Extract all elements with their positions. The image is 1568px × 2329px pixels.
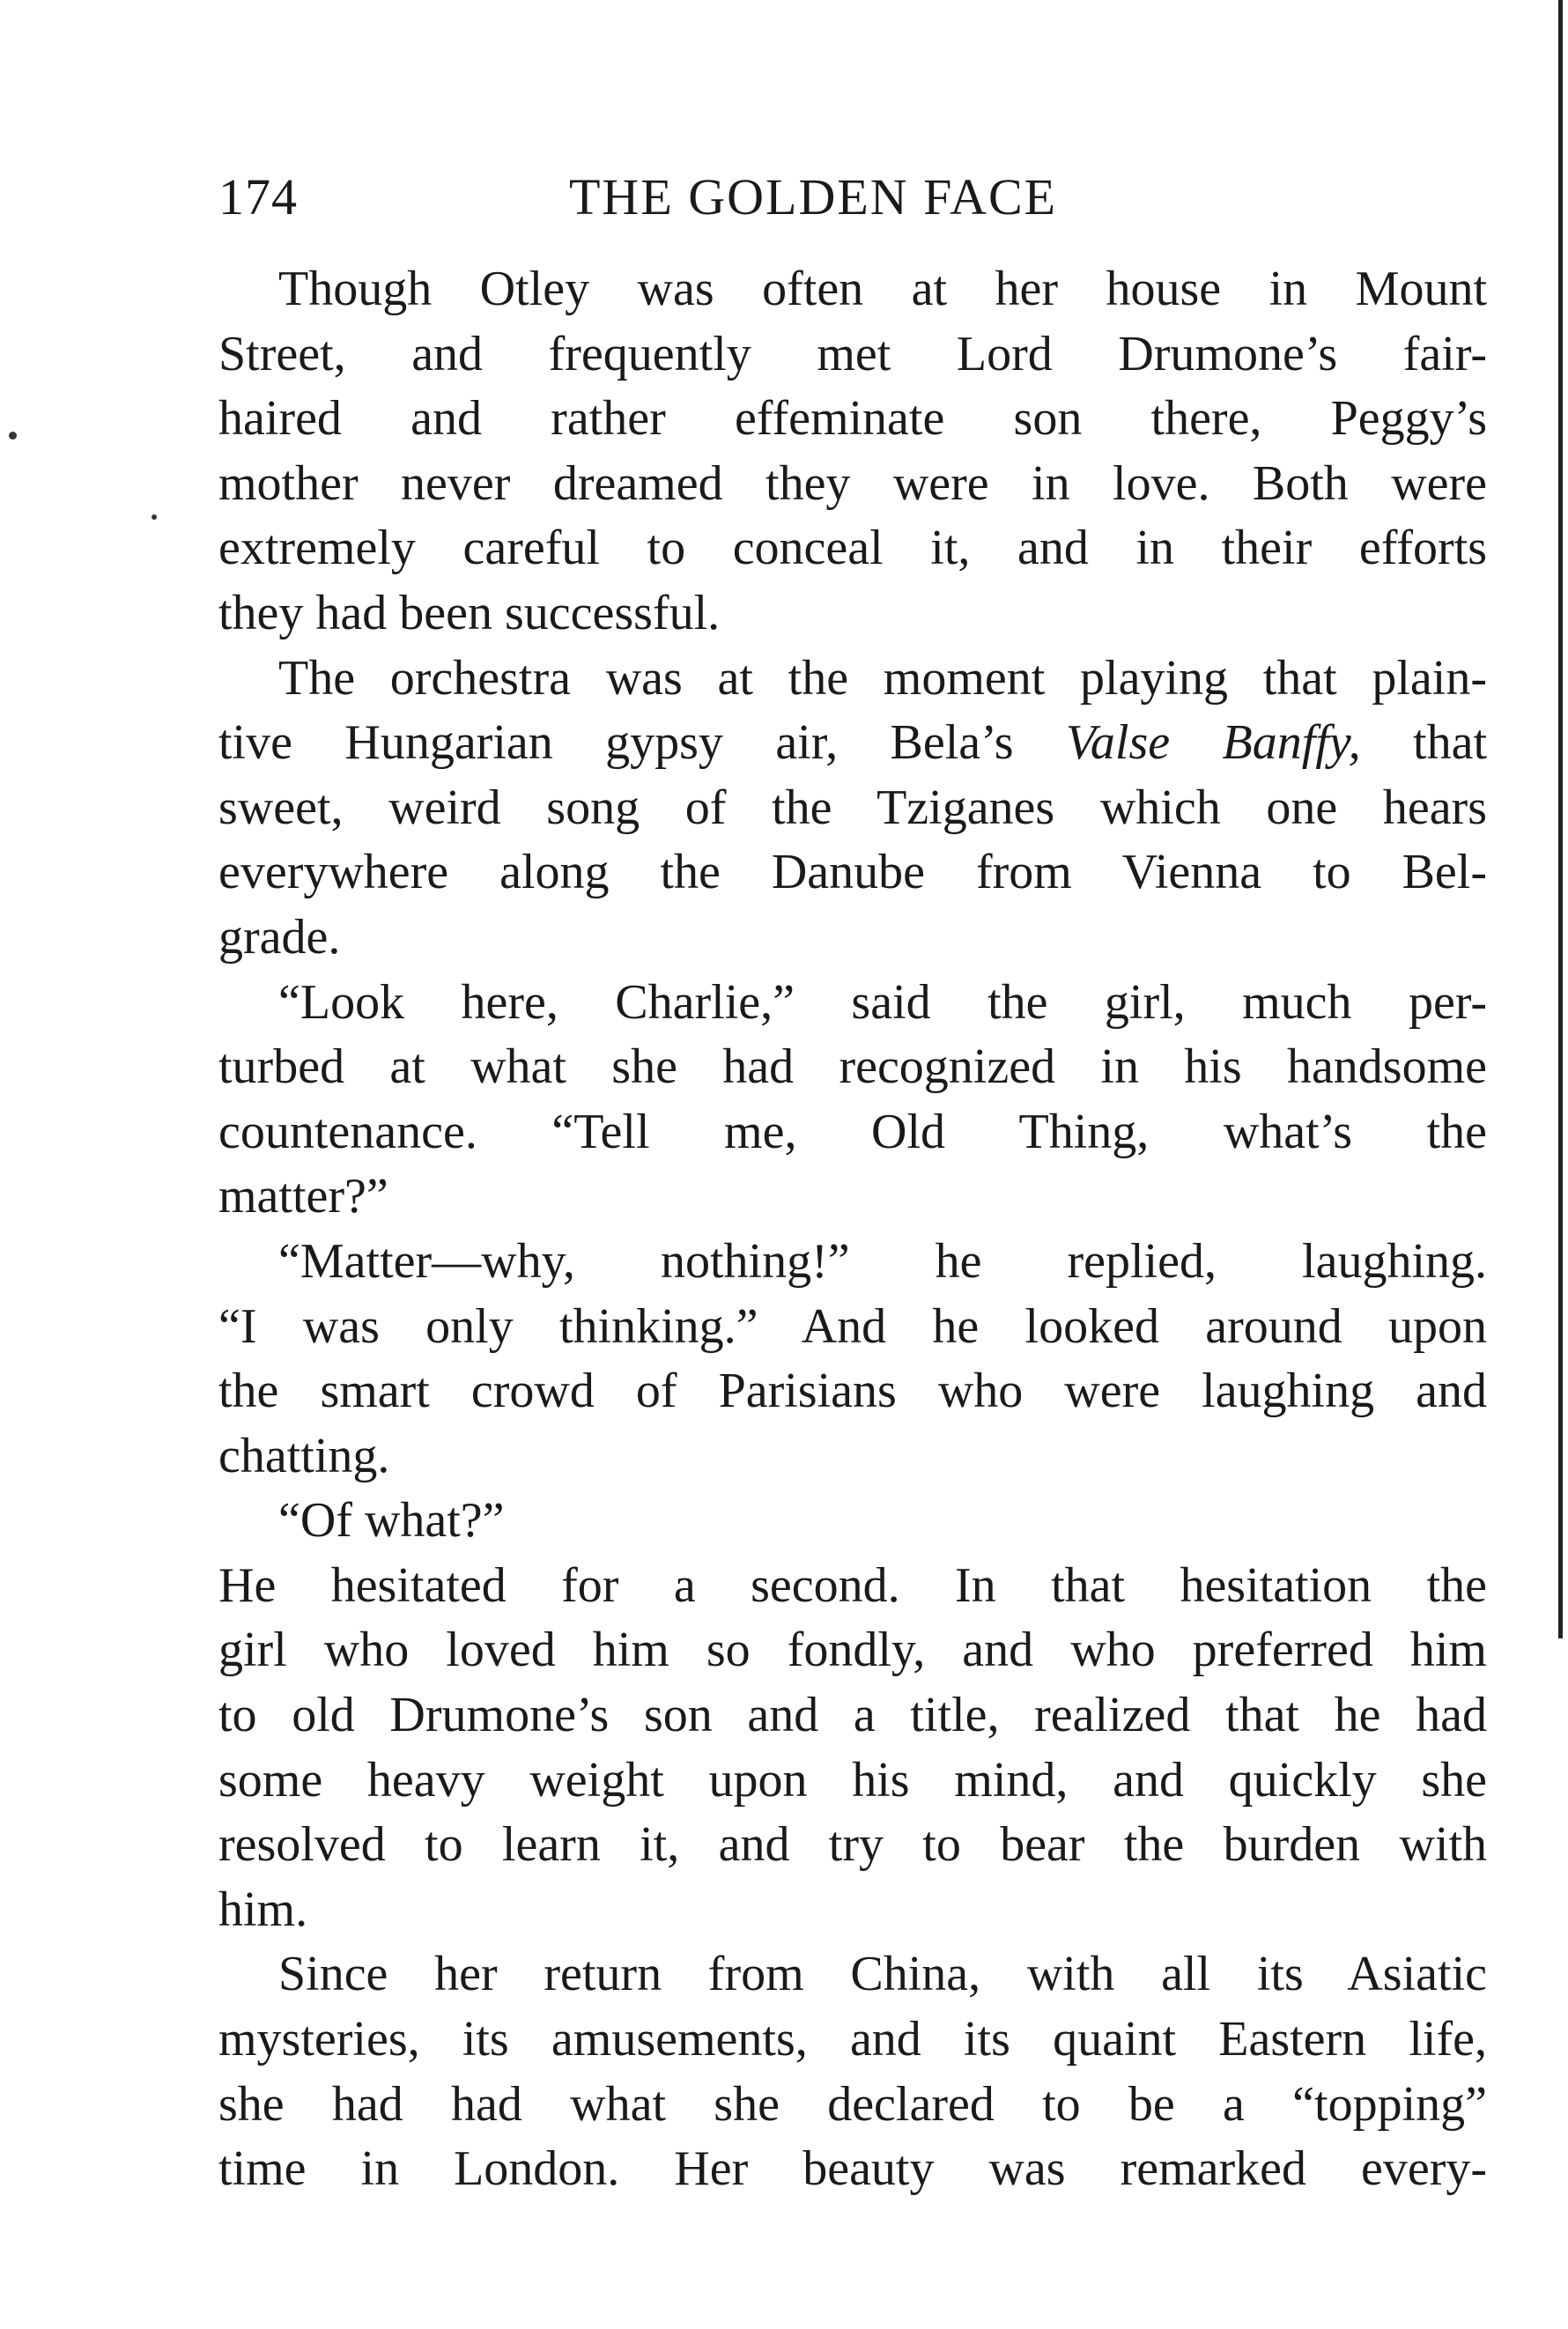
text-line xyxy=(218,1424,1487,1490)
text-line xyxy=(218,711,1487,776)
line-text: she had had what she declared to be a “topping” xyxy=(218,2076,1487,2132)
text-line xyxy=(218,257,1487,322)
text-line xyxy=(218,1878,1487,1943)
text-line xyxy=(218,581,1487,647)
italic-title: Valse Banffy, xyxy=(1065,715,1361,771)
line-text: turbed at what she had recognized in his handsome xyxy=(218,1039,1487,1095)
text-line xyxy=(218,1683,1487,1749)
line-text: sweet, weird song of the Tziganes which one hears xyxy=(218,780,1487,835)
text-line xyxy=(218,1359,1487,1424)
line-text: The orchestra was at the moment playing that plain- xyxy=(278,650,1487,706)
line-text: haired and rather effeminate son there, Peggy’s xyxy=(218,391,1487,447)
line-text: countenance. “Tell me, Old Thing, what’s the xyxy=(218,1104,1487,1159)
text-line xyxy=(218,2007,1487,2073)
text-line xyxy=(218,1942,1487,2007)
text-line xyxy=(218,840,1487,906)
line-text: matter?” xyxy=(218,1169,388,1224)
text-line xyxy=(218,387,1487,452)
line-text: the smart crowd of Parisians who were laughing and xyxy=(218,1364,1487,1419)
line-text: mysteries, its amusements, and its quaint Eastern life, xyxy=(218,2012,1487,2067)
text-line xyxy=(218,776,1487,841)
text-line xyxy=(218,1230,1487,1295)
text-line xyxy=(218,1489,1487,1554)
page-header xyxy=(218,167,1487,238)
line-text: him. xyxy=(218,1882,308,1937)
print-speck xyxy=(9,432,17,440)
line-text: some heavy weight upon his mind, and quickly she xyxy=(218,1752,1487,1808)
line-text: resolved to learn it, and try to bear the burden with xyxy=(218,1817,1487,1873)
line-text: girl who loved him so fondly, and who preferred him xyxy=(218,1623,1487,1678)
text-line xyxy=(218,2073,1487,2138)
text-line xyxy=(218,1618,1487,1683)
line-text: time in London. Her beauty was remarked every- xyxy=(218,2141,1487,2197)
text-line xyxy=(218,322,1487,388)
print-speck xyxy=(152,514,157,520)
text-line xyxy=(218,1164,1487,1230)
text-line xyxy=(218,647,1487,712)
line-text: that xyxy=(1360,715,1487,771)
text-line xyxy=(218,1035,1487,1100)
line-text: Though Otley was often at her house in Mount xyxy=(278,262,1487,316)
line-text: extremely careful to conceal it, and in their efforts xyxy=(218,521,1487,576)
line-text: “Matter—why, nothing!” he replied, laughing. xyxy=(278,1233,1487,1289)
text-line xyxy=(218,1749,1487,1814)
text-line xyxy=(218,1100,1487,1165)
page-number: 174 xyxy=(218,168,298,226)
text-line xyxy=(218,1295,1487,1360)
line-text: He hesitated for a second. In that hesitation the xyxy=(218,1557,1487,1613)
line-text: everywhere along the Danube from Vienna to Bel- xyxy=(218,845,1487,900)
text-line xyxy=(218,452,1487,517)
line-text: “Of what?” xyxy=(278,1493,505,1549)
text-line xyxy=(218,971,1487,1036)
line-text: tive Hungarian gypsy air, Bela’s xyxy=(218,715,1066,771)
line-text: to old Drumone’s son and a title, realized that he had xyxy=(218,1688,1487,1743)
body-text xyxy=(218,257,1487,2202)
page-edge-rule xyxy=(1558,0,1563,1638)
line-text: they had been successful. xyxy=(218,585,721,640)
line-text: “I was only thinking.” And he looked around upon xyxy=(218,1298,1487,1354)
line-text: mother never dreamed they were in love. Both were xyxy=(218,455,1487,511)
line-text: Street, and frequently met Lord Drumone’s fair- xyxy=(218,326,1487,381)
line-text: Since her return from China, with all its Asiatic xyxy=(278,1947,1487,2002)
text-line xyxy=(218,516,1487,581)
running-head: THE GOLDEN FACE xyxy=(569,168,1058,226)
line-text: grade. xyxy=(218,909,341,965)
line-text: chatting. xyxy=(218,1428,390,1483)
text-line xyxy=(218,906,1487,971)
text-line xyxy=(218,1554,1487,1619)
text-line xyxy=(218,1813,1487,1878)
line-text: “Look here, Charlie,” said the girl, much per- xyxy=(278,974,1487,1030)
text-line xyxy=(218,2137,1487,2202)
